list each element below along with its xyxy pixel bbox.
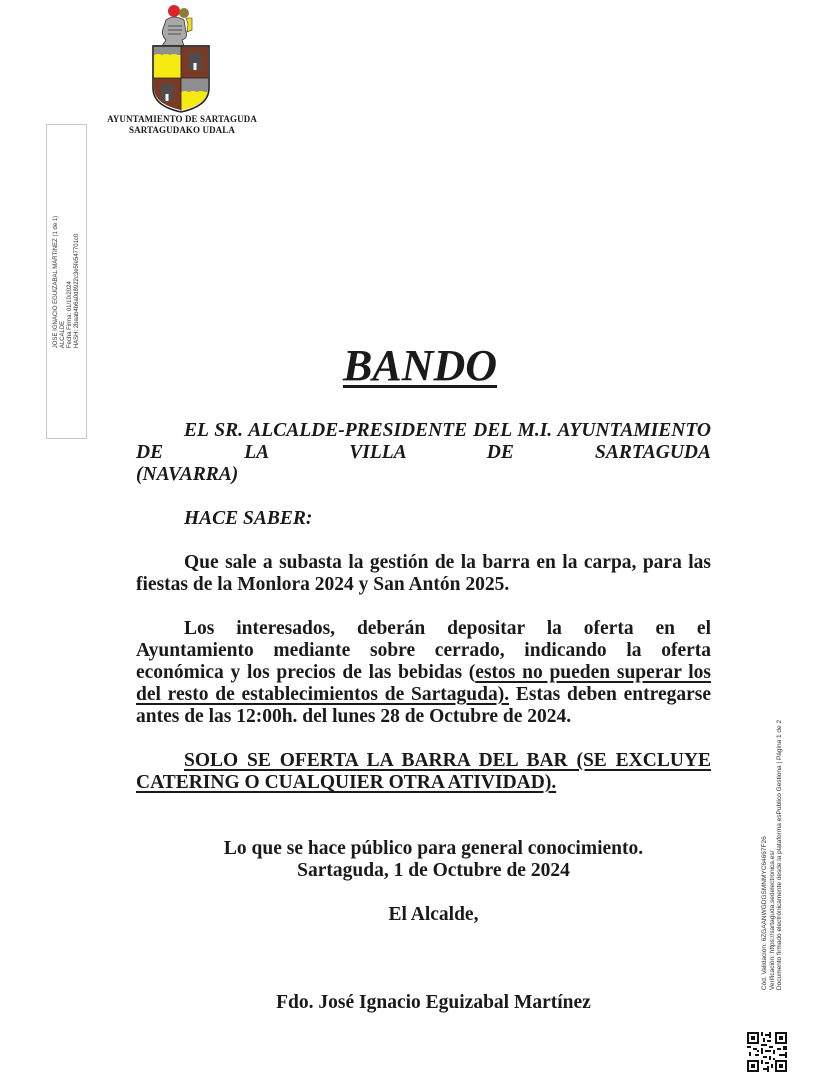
platform-note: Documento firmado electrónicamente desde la plataforma esPublico Gestiona | Página 1 de 2 <box>775 719 783 991</box>
place-date: Sartaguda, 1 de Octubre de 2024 <box>297 860 570 881</box>
price-restriction-note: estos no pueden superar los del resto de establecimientos de Sartaguda). <box>136 662 711 705</box>
closing-statement: Lo que se hace público para general conocimiento. <box>223 838 644 859</box>
validation-code: Cód. Validación: 6ZGAANWGDGSMNMYC64667F26 <box>760 836 768 991</box>
coat-of-arms-icon <box>148 2 214 114</box>
document-body <box>136 420 711 1014</box>
digital-signature-box <box>46 124 87 439</box>
paragraph-auction: Que sale a subasta la gestión de la barra en la carpa, para las fiestas de la Monlora 2024 y San Antón 2025. <box>136 552 711 595</box>
signature-hash: HASH: 2baab4b6a0d8922c3e5fe547701c0 <box>73 233 80 348</box>
paragraph-instructions: Los interesados, deberán depositar la oferta en el Ayuntamiento mediante sobre cerrado, indicando la oferta económica y los precios de las bebidas (estos no pueden superar los del resto de establecimientos de Sartaguda). Estas deben entregarse antes de las 12:00h. del lunes 28 de Octubre de 2024. <box>136 618 712 727</box>
paragraph-bar-only: SOLO SE OFERTA LA BARRA DEL BAR (SE EXCLUYE CATERING O CUALQUIER OTRA ATIVIDAD). <box>136 750 711 793</box>
signer-name: JOSE IGNACIO EGUIZABAL MARTINEZ (1 de 1) <box>52 215 59 348</box>
issuer-heading <box>136 420 711 486</box>
signer-title: El Alcalde, <box>388 904 479 925</box>
org-name-spanish: AYUNTAMIENTO DE SARTAGUDA <box>107 114 257 124</box>
signer-role: ALCALDE <box>59 320 66 348</box>
issuer-heading-region: (NAVARRA) <box>136 464 239 485</box>
org-name-basque: SARTAGUDAKO UDALA <box>129 125 235 135</box>
issuer-heading-main: EL SR. ALCALDE-PRESIDENTE DEL M.I. AYUNTAMIENTO DE LA VILLA DE SARTAGUDA <box>136 420 711 463</box>
hace-saber-label: HACE SABER: <box>184 508 313 529</box>
signature-date: Fecha Firma: 01/10/2024 <box>66 280 73 348</box>
document-title: BANDO <box>342 341 498 390</box>
qr-code-icon <box>745 1030 789 1074</box>
validation-info <box>752 685 792 1025</box>
organization-name <box>96 114 268 136</box>
signer-full-name: Fdo. José Ignacio Eguizabal Martínez <box>276 992 591 1013</box>
verification-url[interactable]: Verificación: https://sartaguda.sedelectronica.es/ <box>768 850 776 991</box>
